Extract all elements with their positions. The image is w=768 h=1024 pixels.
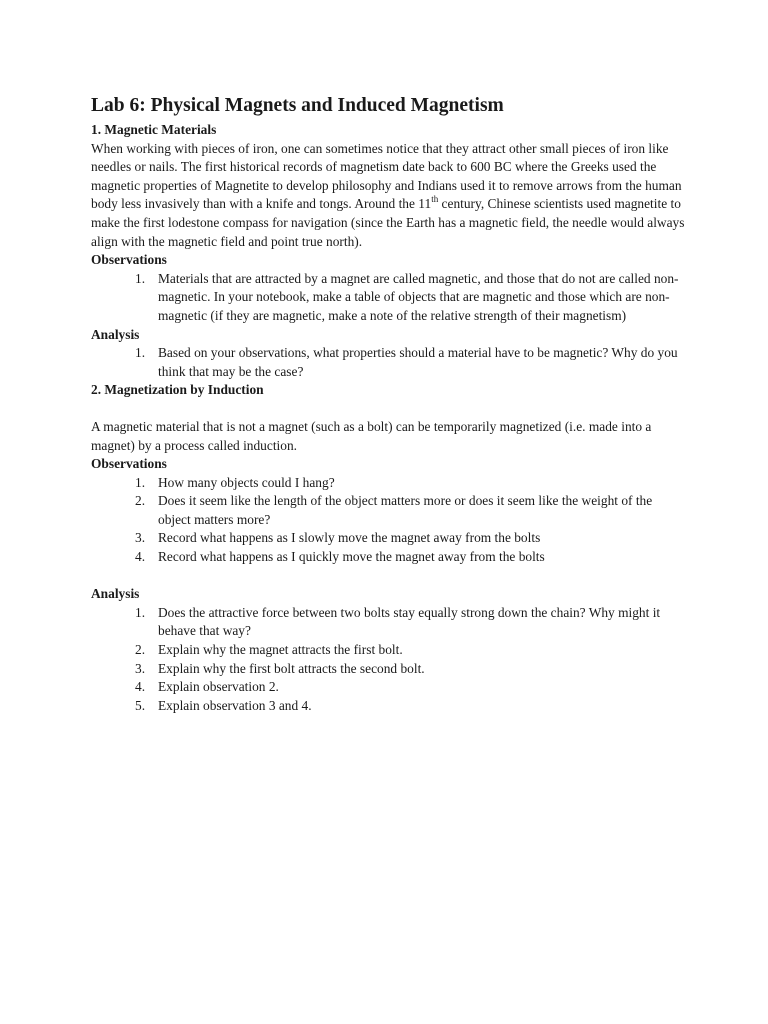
list-item [91,474,691,493]
section2-observations-heading: Observations [91,456,167,472]
list-item-number: 4. [135,679,146,695]
list-item-text: Explain observation 3 and 4. [158,697,312,713]
list-item-text: Explain why the magnet attracts the first bolt. [158,642,403,658]
list-item [91,492,691,529]
section2-analysis-heading: Analysis [91,586,140,602]
section1-intro-superscript: th [431,193,439,204]
list-item [91,678,691,697]
list-item [91,529,691,548]
list-item [91,270,691,326]
list-item [91,660,691,679]
section2-heading: 2. Magnetization by Induction [91,382,264,398]
page-title: Lab 6: Physical Magnets and Induced Magnetism [91,95,504,116]
list-item [91,604,691,641]
list-item [91,641,691,660]
list-item [91,344,691,381]
section1-intro [91,140,691,252]
list-item-number: 3. [135,660,146,676]
list-item-text: Explain observation 2. [158,679,279,695]
list-item [91,697,691,716]
list-item-number: 2. [135,493,146,509]
section1-intro-text-b: century, Chinese scientists used magnetite to make the first lodestone compass for navigation (since the Earth has a magnetic field, the needle would always align with the magnetic field and point true north). [91,196,685,249]
list-item-number: 1. [135,345,146,361]
list-item-number: 3. [135,530,146,546]
list-item-text: Does the attractive force between two bolts stay equally strong down the chain? Why might it behave that way? [158,604,661,639]
list-item-text: Does it seem like the length of the object matters more or does it seem like the weight of the object matters more? [158,493,653,527]
list-item-text: Explain why the first bolt attracts the second bolt. [158,660,425,676]
list-item-number: 5. [135,697,146,713]
list-item-number: 1. [135,604,146,620]
list-item-text: How many objects could I hang? [158,474,335,490]
section1-intro-text-a: When working with pieces of iron, one can sometimes notice that they attract other small pieces of iron like needles or nails. The first historical records of magnetism date back to 600 BC where the Greeks used the magnetic properties of Magnetite to develop philosophy and Indians used it to remove arrows from the human body less invasively than with a knife and tongs. Around the 11 [91,140,682,212]
section1-analysis-heading: Analysis [91,326,140,342]
list-item-text: Based on your observations, what properties should a material have to be magnetic? Why do you think that may be the case? [158,345,678,379]
list-item-text: Record what happens as I slowly move the magnet away from the bolts [158,530,541,546]
section1-observations-list [91,270,691,326]
section2-observations-list [91,474,691,567]
section1-heading: 1. Magnetic Materials [91,122,217,137]
document-page [91,94,691,715]
list-item [91,548,691,567]
section1-analysis-list [91,344,691,381]
blank-line [91,567,691,586]
section2-intro: A magnetic material that is not a magnet (such as a bolt) can be temporarily magnetized (i.e. made into a magnet) by a process called induction. [91,418,652,453]
list-item-text: Record what happens as I quickly move the magnet away from the bolts [158,549,545,565]
list-item-text: Materials that are attracted by a magnet are called magnetic, and those that do not are called non-magnetic. In your notebook, make a table of objects that are magnetic and those which are non-magnetic (if they are magnetic, make a note of the relative strength of their magnetism) [158,270,679,323]
list-item-number: 1. [135,270,146,286]
list-item-number: 2. [135,642,146,658]
list-item-number: 1. [135,474,146,490]
list-item-number: 4. [135,549,146,565]
section2-analysis-list [91,604,691,716]
section1-observations-heading: Observations [91,252,167,268]
